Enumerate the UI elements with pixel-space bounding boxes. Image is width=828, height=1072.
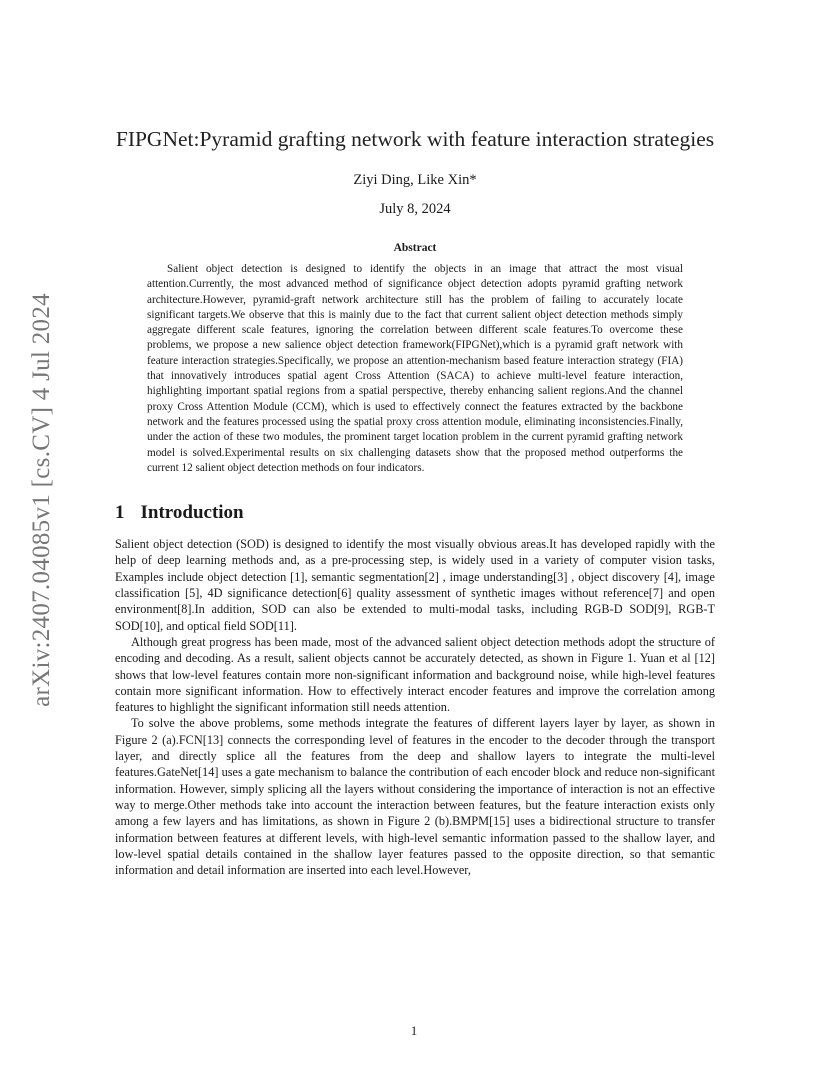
intro-paragraph-3: To solve the above problems, some methods integrate the features of different layers layer by layer, as shown in Figure 2 (a).FCN[13] connects the corresponding level of features in the encoder to the decoder through the transport layer, and directly splice all the features from the deep and shallow layers to integrate the multi-level features.GateNet[14] uses a gate mechanism to balance the contribution of each encoder block and reduce non-significant information. However, simply splicing all the layers without considering the importance of interaction is not an effective way to merge.Other methods take into account the interaction between features, but the feature interaction exists only among a few layers and has limitations, as shown in Figure 2 (b).BMPM[15] uses a bidirectional structure to transfer information between features at different levels, with high-level semantic information passed to the shallow layer, and low-level spatial details contained in the shallow layer features passed to the opposite direction, so that semantic information and detail information are inserted into each level.However, xyxy=(115,716,715,878)
section-heading xyxy=(115,502,715,524)
section-number: 1 xyxy=(115,502,125,524)
section-title: Introduction xyxy=(140,502,244,524)
abstract-heading: Abstract xyxy=(393,242,437,254)
paper-authors: Ziyi Ding, Like Xin* xyxy=(353,172,477,188)
page-number: 1 xyxy=(410,1024,418,1038)
arxiv-stamp xyxy=(22,293,62,707)
intro-paragraph-2: Although great progress has been made, most of the advanced salient object detection methods adopt the structure of encoding and decoding. As a result, salient objects cannot be accurately detected, as shown in Figure 1. Yuan et al [12] shows that low-level features contain more non-significant information and background noise, while high-level features contain more significant information. How to effectively interact encoder features and improve the correlation among features to highlight the significant information still needs attention. xyxy=(115,634,715,715)
intro-paragraph-1: Salient object detection (SOD) is designed to identify the most visually obvious areas.It has developed rapidly with the help of deep learning methods and, as a pre-processing step, is widely used in a variety of computer vision tasks, Examples include object detection [1], semantic segmentation[2] , image understanding[3] , object discovery [4], image classification [5], 4D significance detection[6] quality assessment of synthetic images without reference[7] and open environment[8].In addition, SOD can also be extended to multi-modal tasks, including RGB-D SOD[9], RGB-T SOD[10], and optical field SOD[11]. xyxy=(115,537,715,633)
paper-date: July 8, 2024 xyxy=(379,201,451,217)
paper-title: FIPGNet:Pyramid grafting network with feature interaction strategies xyxy=(115,127,715,151)
abstract-text: Salient object detection is designed to identify the objects in an image that attract the most visual attention.Currently, the most advanced method of significance object detection adopts pyramid grafting network architecture.However, pyramid-graft network architecture still has the problem of failing to accurately locate significant targets.We observe that this is mainly due to the fact that current salient object detection methods simply aggregate different scale features, ignoring the correlation between different scale features.To overcome these problems, we propose a new salience object detection framework(FIPGNet),which is a pyramid graft network with feature interaction strategies.Specifically, we propose an attention-mechanism based feature interaction strategy (FIA) that innovatively introduces spatial agent Cross Attention (SACA) to achieve multi-level feature interaction, highlighting important spatial regions from a spatial perspective, thereby enhancing salient regions.And the channel proxy Cross Attention Module (CCM), which is used to effectively connect the features extracted by the backbone network and the features processed using the spatial proxy cross attention module, eliminating inconsistencies.Finally, under the action of these two modules, the prominent target location problem in the current pyramid grafting network model is solved.Experimental results on six challenging datasets show that the proposed method outperforms the current 12 salient object detection methods on four indicators. xyxy=(147,263,683,474)
arxiv-stamp-text: arXiv:2407.04085v1 [cs.CV] 4 Jul 2024 xyxy=(28,293,55,707)
paper-page xyxy=(115,0,715,878)
